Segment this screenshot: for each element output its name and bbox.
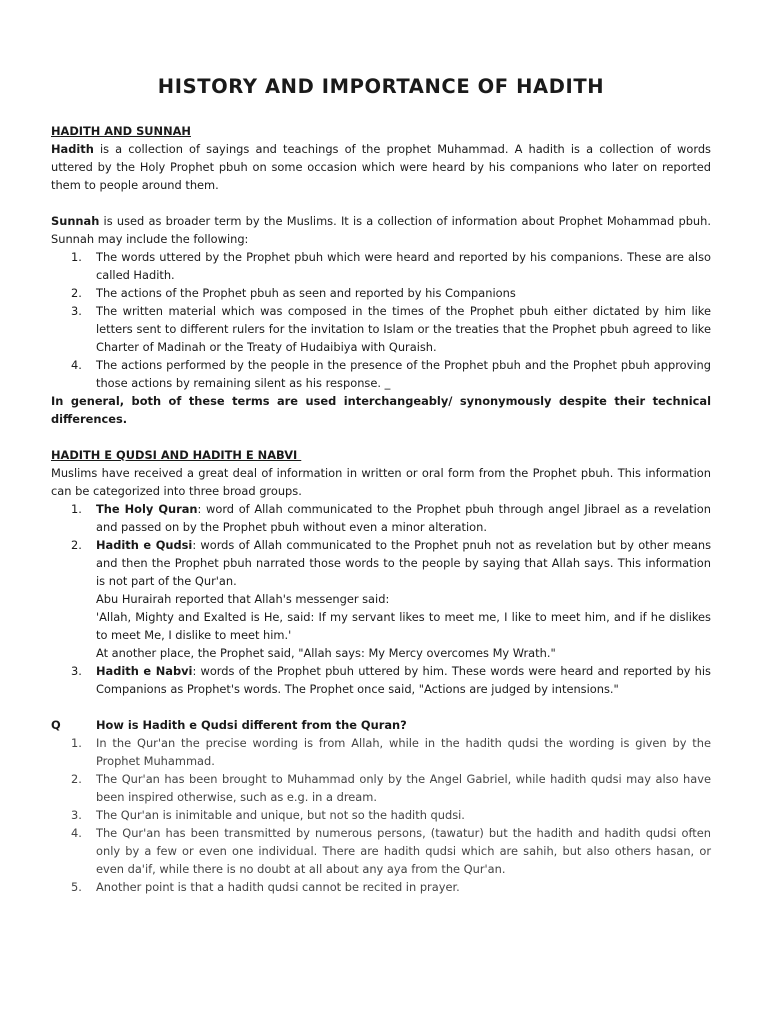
three-groups-list — [51, 500, 711, 698]
list-item: 3. Hadith e Nabvi: words of the Prophet pbuh uttered by him. These words were heard and reported by his Companions as Prophet's words. The Prophet once said, "Actions are judged by intensions." — [71, 664, 711, 696]
section-heading-hadith-and-sunnah: HADITH AND SUNNAH — [51, 124, 191, 138]
hadith-definition-text: is a collection of sayings and teachings of the prophet Muhammad. A hadith is a collection of words uttered by the Holy Prophet pbuh on some occasion which were heard by his companions who later on reported them to people around them. — [51, 142, 711, 192]
interchangeable-note: In general, both of these terms are used interchangeably/ synonymously despite their technical differences. — [51, 394, 711, 426]
question-label: Q — [51, 718, 61, 732]
list-item: 3. The written material which was composed in the times of the Prophet pbuh either dictated by him like letters sent to different rulers for the invitation to Islam or the treaties that the Prophet pbuh agreed to like Charter of Madinah or the Treaty of Hudaibiya with Quraish. — [71, 304, 711, 354]
narration-mercy: At another place, the Prophet said, "Allah says: My Mercy overcomes My Wrath." — [96, 646, 556, 660]
question-row — [51, 716, 711, 734]
section-heading-qudsi-nabvi: HADITH E QUDSI AND HADITH E NABVI — [51, 448, 302, 462]
differences-list — [51, 734, 711, 896]
section2-intro: Muslims have received a great deal of information in written or oral form from the Prophet pbuh. This information can be categorized into three broad groups. — [51, 466, 711, 498]
list-item: 5. Another point is that a hadith qudsi cannot be recited in prayer. — [71, 880, 460, 894]
narration-quote: 'Allah, Mighty and Exalted is He, said: If my servant likes to meet me, I like to meet him, and if he dislikes to meet Me, I dislike to meet him.' — [96, 610, 711, 642]
list-item: 2. Hadith e Qudsi: words of Allah communicated to the Prophet pnuh not as revelation but by other means and then the Prophet pbuh narrated those words to the people by saying that Allah says. This information is not part of the Qur'an. Abu Hurairah reported that Allah's messenger said: 'Allah, Mighty and Exalted is He, said: If my servant likes to meet me, I like to meet him, and if he dislikes to meet Me, I dislike to meet him.' At another place, the Prophet said, "Allah says: My Mercy overcomes My Wrath." — [71, 538, 712, 660]
list-item: 1. The words uttered by the Prophet pbuh which were heard and reported by his companions. These are also called Hadith. — [71, 250, 711, 282]
list-item: 2. The actions of the Prophet pbuh as seen and reported by his Companions — [71, 286, 516, 300]
sunnah-definition-text: is used as broader term by the Muslims. It is a collection of information about Prophet Mohammad pbuh. Sunnah may include the following: — [51, 214, 711, 246]
document-page — [51, 74, 711, 896]
list-item: 4. The actions performed by the people in the presence of the Prophet pbuh and the Prophet pbuh approving those actions by remaining silent as his response. _ — [71, 358, 711, 390]
question-text: How is Hadith e Qudsi different from the Quran? — [96, 718, 407, 732]
list-item: 3. The Qur'an is inimitable and unique, but not so the hadith qudsi. — [71, 808, 465, 822]
hadith-term: Hadith — [51, 142, 94, 156]
list-item: 1. In the Qur'an the precise wording is from Allah, while in the hadith qudsi the wording is given by the Prophet Muhammad. — [71, 736, 711, 768]
list-item: 4. The Qur'an has been transmitted by numerous persons, (tawatur) but the hadith and hadith qudsi often only by a few or even one individual. There are hadith qudsi which are sahih, but also others hasan, or even da'if, while there is no doubt at all about any aya from the Qur'an. — [71, 826, 711, 876]
sunnah-list — [51, 248, 711, 392]
sunnah-definition — [51, 212, 711, 248]
narration-intro: Abu Hurairah reported that Allah's messenger said: — [96, 592, 390, 606]
list-item: 1. The Holy Quran: word of Allah communicated to the Prophet pbuh through angel Jibrael as a revelation and passed on by the Prophet pbuh without even a minor alteration. — [71, 502, 711, 534]
hadith-definition — [51, 140, 711, 194]
page-title: HISTORY AND IMPORTANCE OF HADITH — [157, 75, 605, 98]
list-item: 2. The Qur'an has been brought to Muhammad only by the Angel Gabriel, while hadith qudsi may also have been inspired otherwise, such as e.g. in a dream. — [71, 772, 711, 804]
sunnah-term: Sunnah — [51, 214, 100, 228]
